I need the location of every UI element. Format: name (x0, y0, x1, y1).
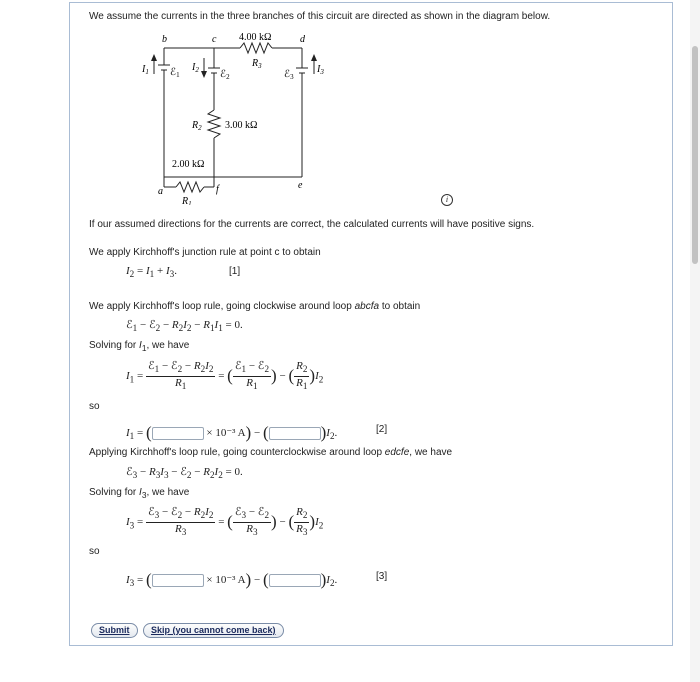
i1-label: $I_1$ (142, 64, 149, 76)
submit-button[interactable]: Submit (91, 623, 138, 638)
i3-coefficient-input[interactable] (269, 574, 321, 587)
node-e: e (298, 180, 303, 191)
r2-value: 3.00 kΩ (225, 120, 258, 131)
loop2-intro: Applying Kirchhoff's loop rule, going counterclockwise around loop edcfe, we have (89, 447, 453, 458)
r2-label: $R_2$ (192, 120, 202, 132)
node-a: a (158, 186, 163, 197)
sign-note: If our assumed directions for the currents are correct, the calculated currents will have positive signs. (89, 219, 535, 230)
intro-text: We assume the currents in the three branches of this circuit are directed as shown in the diagram below. (89, 11, 551, 22)
eq1-tag: [1] (229, 266, 241, 277)
junction-intro: We apply Kirchhoff's junction rule at point c to obtain (89, 247, 321, 258)
skip-button[interactable]: Skip (you cannot come back) (143, 623, 284, 638)
i3-exponent: × 10⁻³ A (206, 574, 246, 586)
r1-value: 2.00 kΩ (172, 159, 205, 170)
r3-label: $R_3$ (252, 58, 262, 70)
so-label-1: so (89, 401, 100, 412)
node-c: c (212, 34, 217, 45)
r1-zigzag (176, 182, 204, 192)
i3-answer-row: $I_3$ = ( × 10⁻³ A) − ( )$I_2$. (126, 570, 338, 589)
scrollbar-thumb[interactable] (692, 46, 698, 264)
so-label-2: so (89, 546, 100, 557)
emf1-label: ℰ$_1$ (170, 67, 180, 79)
junction-equation: $I_2 = I_1 + I_3$. (126, 265, 177, 280)
r3-value: 4.00 kΩ (239, 32, 272, 43)
eq3-tag: [3] (376, 571, 388, 582)
i1-formula: $I_1$ = $\frac{ℰ_1 - ℰ_2 - R_2I_2}{R_1}$ = ( $\frac{ℰ_1 - ℰ_2}{R_1}$ ) − ( $\frac{R_2}{R_1}$ )$I_2$ (126, 360, 324, 392)
circuit-diagram (140, 30, 330, 205)
i3-constant-input[interactable] (152, 574, 204, 587)
i3-formula: $I_3$ = $\frac{ℰ_3 - ℰ_2 - R_2I_2}{R_3}$ = ( $\frac{ℰ_3 - ℰ_2}{R_3}$ ) − ( $\frac{R_2}{R_3}$ )$I_2$ (126, 506, 324, 538)
i1-answer-row: $I_1$ = ( × 10⁻³ A) − ( )$I_2$. (126, 423, 338, 442)
node-b: b (162, 34, 167, 45)
loop1-equation: ℰ$_1$ − ℰ$_2$ − $R_2I_2 - R_1I_1 = 0$. (126, 319, 243, 334)
scrollbar-track[interactable] (690, 0, 700, 682)
emf3-label: ℰ$_3$ (284, 69, 294, 81)
solve1-label: Solving for $I_1$, we have (89, 340, 190, 353)
i1-coefficient-input[interactable] (269, 427, 321, 440)
emf2-label: ℰ$_2$ (220, 69, 230, 81)
r1-label: $R_1$ (182, 196, 192, 205)
solve3-label: Solving for $I_3$, we have (89, 487, 190, 500)
eq2-tag: [2] (376, 424, 388, 435)
loop2-equation: ℰ$_3$ − $R_3I_3$ − ℰ$_2$ − $R_2I_2 = 0$. (126, 466, 243, 481)
i3-label: $I_3$ (317, 64, 324, 76)
node-f: f (216, 184, 219, 195)
info-icon[interactable]: i (441, 194, 453, 206)
r2-zigzag (208, 110, 220, 138)
r3-zigzag (240, 43, 272, 53)
i1-exponent: × 10⁻³ A (206, 427, 246, 439)
i1-constant-input[interactable] (152, 427, 204, 440)
node-d: d (300, 34, 305, 45)
loop1-intro: We apply Kirchhoff's loop rule, going clockwise around loop abcfa to obtain (89, 301, 421, 312)
i2-label: $I_2$ (192, 62, 199, 74)
